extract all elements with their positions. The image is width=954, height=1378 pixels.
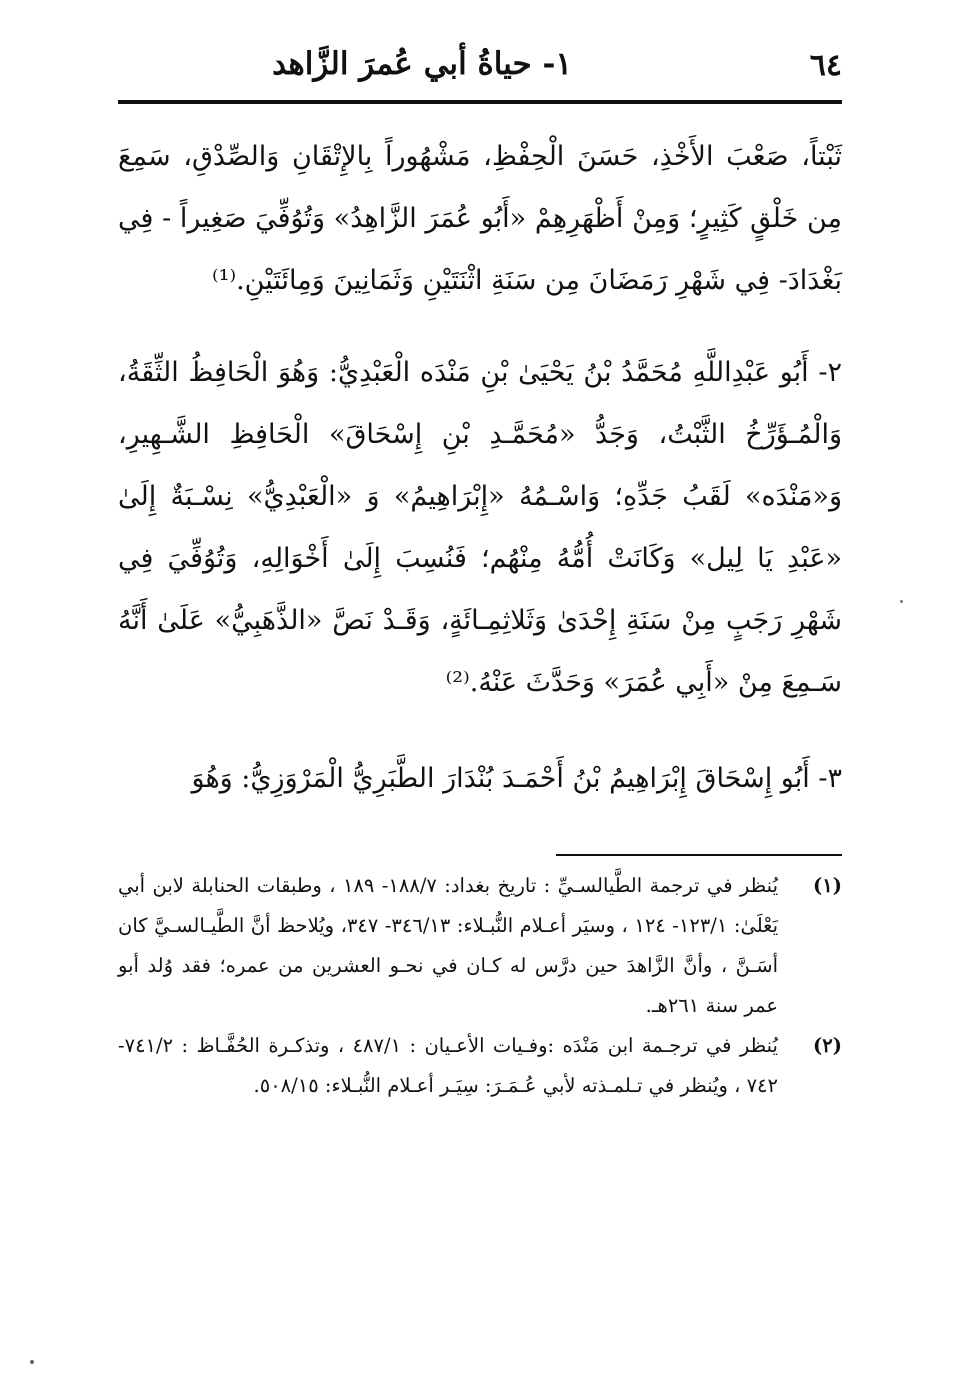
page-header (118, 40, 842, 98)
body-text (118, 126, 842, 810)
page-number: ٦٤ (809, 48, 842, 83)
footnote-text: يُنظر في ترجمة الطَّيالسـيِّ : تاريخ بغداد: ١٨٨/٧- ١٨٩ ، وطبقات الحنابلة لابن أبي يَعْلَىٰ: ١٢٣/١- ١٢٤ ، وسيَر أعـلام النُّبـلاء: ٣٤٦/١٣- ٣٤٧، ويُلاحظ أنَّ الطَّيـالسـيَّ كان أسَـنَّ ، وأنَّ الزَّاهدَ حين درَّس له كـان في نحـو العشرين من عمره؛ فقد وُلد أبو عمر سنة ٢٦١هـ. (118, 874, 778, 1017)
header-rule (118, 100, 842, 104)
scan-speck (900, 600, 903, 603)
footnote-label: (٢) (813, 1034, 842, 1057)
footnote-text: يُنظر في ترجـمة ابن مَنْدَه :وفـيات الأعـيان : ٤٨٧/١ ، وتذكـرة الحُفَّـاظ : ٧٤١/٢- ٧٤٢ ، ويُنظر في تـلمـذته لأبي عُـمَـرَ: سِيَـر أعـلام النُّبـلاء: ٥٠٨/١٥. (118, 1034, 778, 1097)
scan-speck (30, 1360, 34, 1364)
paragraph-continuation: ثَبْتاً، صَعْبَ الأَخْذِ، حَسَنَ الْحِفْظِ، مَشْهُوراً بِالإِتْقَانِ وَالصِّدْقِ، سَمِعَ مِن خَلْقٍ كَثِيرٍ؛ وَمِنْ أَظْهَرِهِمْ «أَبُو عُمَرَ الزَّاهِدُ» وَتُوُفِّيَ صَغِيراً - فِي بَغْدَادَ- فِي شَهْرِ رَمَضَانَ مِن سَنَةِ اثْنَتَيْنِ وَثَمَانِينَ وَمِائَتَيْنِ.⁽¹⁾ (118, 141, 842, 296)
paragraph-entry-2: ٢- أَبُو عَبْدِاللَّهِ مُحَمَّدُ بْنُ يَحْيَىٰ بْنِ مَنْدَه الْعَبْدِيُّ: وَهُوَ الْحَافِظُ الثِّقَةُ، وَالْمُـؤَرِّخُ الثَّبْتُ، وَجَدُّ «مُحَمَّـدِ بْنِ إِسْحَاقَ» الْحَافِظِ الشَّـهِيرِ، وَ«مَنْدَه» لَقَبُ جَدِّهِ؛ وَاسْـمُهُ «إِبْرَاهِيمُ» وَ «الْعَبْدِيُّ» نِسْـبَةٌ إِلَىٰ «عَبْدِ يَا لِيل» وَكَانَتْ أُمُّهُ مِنْهُم؛ فَنُسِبَ إِلَىٰ أَخْوَالِهِ، وَتُوُفِّيَ فِي شَهْرِ رَجَبٍ مِنْ سَنَةِ إِحْدَىٰ وَثَلاثِمِـائَةٍ، وَقَـدْ نَصَّ «الذَّهَبِيُّ» عَلَىٰ أَنَّهُ سَـمِعَ مِنْ «أَبِي عُمَرَ» وَحَدَّثَ عَنْهُ.⁽²⁾ (118, 357, 842, 698)
running-title: ١- حياةُ أبي عُمرَ الزَّاهد (272, 46, 572, 82)
footnote-1 (118, 866, 842, 1026)
footnote-2 (118, 1026, 842, 1106)
footnote-label: (١) (813, 874, 842, 897)
footnote-separator (556, 854, 842, 856)
footnotes (118, 866, 842, 1106)
paragraph-entry-3: ٣- أَبُو إِسْحَاقَ إِبْرَاهِيمُ بْنُ أَحْمَـدَ بُنْدَارَ الطَّبَرِيُّ الْمَرْوَزِيُّ: وَهُوَ (191, 763, 842, 794)
